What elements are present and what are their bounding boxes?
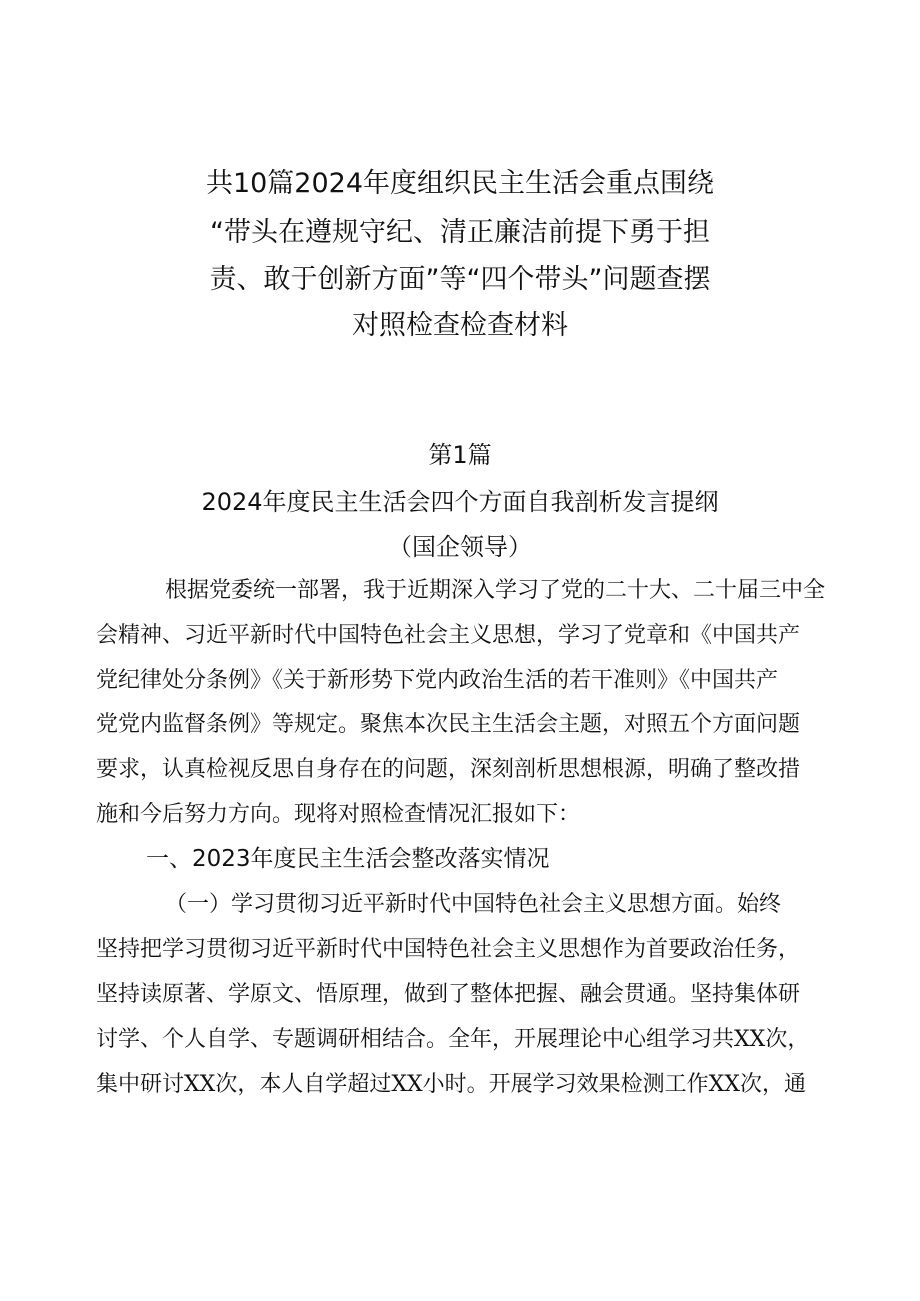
section1-line-1: （一）学习贯彻习近平新时代中国特色社会主义思想方面。始终 xyxy=(165,892,782,917)
section1-line-2: 坚持把学习贯彻习近平新时代中国特色社会主义思想作为首要政治任务， xyxy=(96,937,801,962)
section-heading: 一、2023年度民主生活会整改落实情况 xyxy=(146,846,550,872)
main-title-line-3: 责、敢于创新方面”等“四个带头”问题查摆 xyxy=(209,264,711,295)
intro-line-6: 施和今后努力方向。现将对照检查情况汇报如下： xyxy=(96,802,581,827)
main-title-line-1: 共10篇2024年度组织民主生活会重点围绕 xyxy=(205,168,715,199)
intro-line-3: 党纪律处分条例》《关于新形势下党内政治生活的若干准则》《中国共产 xyxy=(96,668,779,693)
main-title-line-4: 对照检查检查材料 xyxy=(352,310,568,341)
section1-line-5: 集中研讨XX次，本人自学超过XX小时。开展学习效果检测工作XX次，通 xyxy=(96,1072,806,1097)
chapter-title: 2024年度民主生活会四个方面自我剖析发言提纲 xyxy=(201,488,719,516)
section1-line-4: 讨学、个人自学、专题调研相结合。全年，开展理论中心组学习共XX次， xyxy=(96,1027,810,1052)
intro-line-2: 会精神、习近平新时代中国特色社会主义思想，学习了党章和《中国共产 xyxy=(96,623,801,648)
intro-line-1: 根据党委统一部署，我于近期深入学习了党的二十大、二十届三中全 xyxy=(165,578,826,603)
main-title-line-2: “带头在遵规守纪、清正廉洁前提下勇于担 xyxy=(210,217,710,248)
chapter-subtitle: （国企领导） xyxy=(388,533,532,561)
intro-line-5: 要求，认真检视反思自身存在的问题，深刻剖析思想根源，明确了整改措 xyxy=(96,757,801,782)
section1-line-3: 坚持读原著、学原文、悟原理，做到了整体把握、融会贯通。坚持集体研 xyxy=(96,982,801,1007)
intro-line-4: 党党内监督条例》等规定。聚焦本次民主生活会主题，对照五个方面问题 xyxy=(96,712,801,737)
chapter-label: 第1篇 xyxy=(428,441,492,469)
